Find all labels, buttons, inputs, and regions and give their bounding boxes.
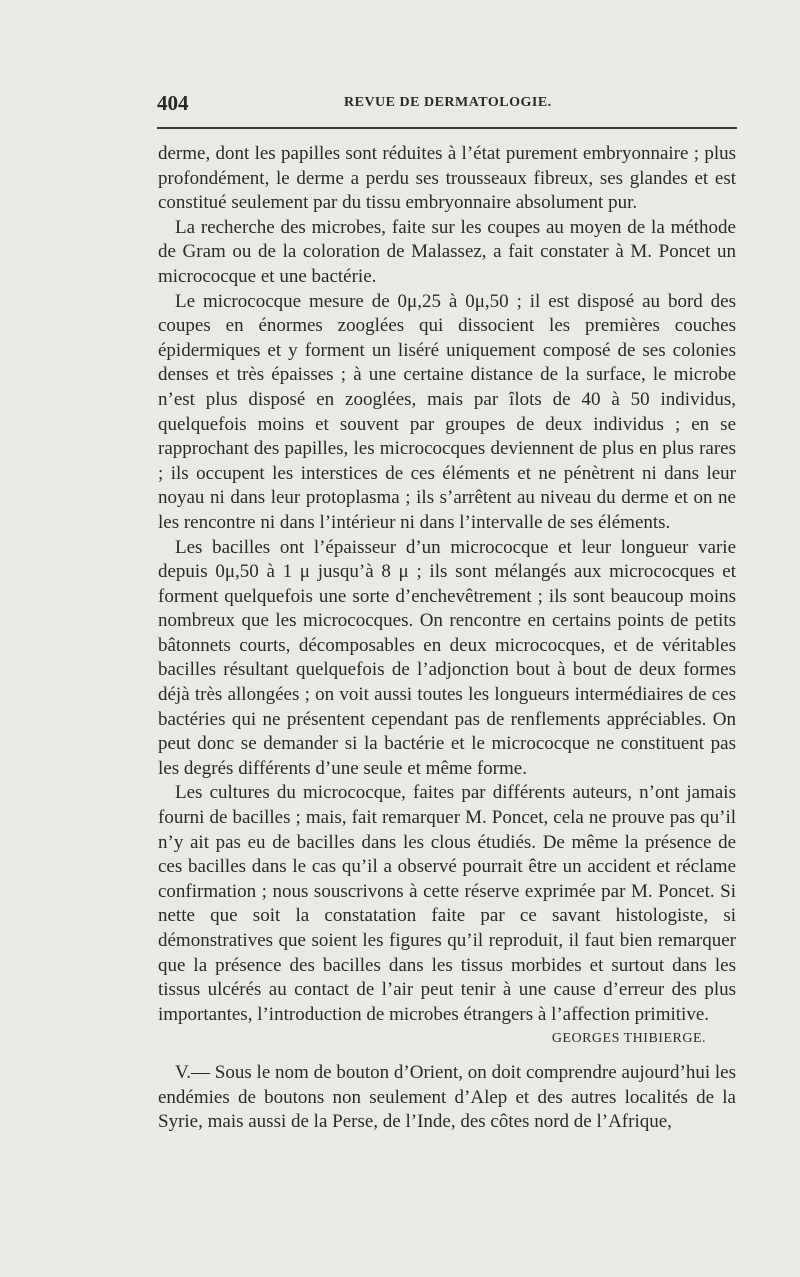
paragraph-cultures: [158, 781, 736, 1047]
paragraph-bacilles: Les bacilles ont l’épaisseur d’un micrococque et leur longueur varie depuis 0μ,50 à 1 μ jusqu’à 8 μ ; ils sont mélangés aux micrococques et forment quelquefois une sorte d’enchevêtrement ; ils sont beaucoup moins nombreux que les micrococques. On rencontre en certains points de petits bâtonnets courts, décomposables en deux micrococques, et de véritables bacilles résultant quelquefois de l’adjonction bout à bout de deux formes déjà très allongées ; on voit aussi toutes les longueurs intermédiaires de ces bactéries qui ne présentent cependant pas de renflements appréciables. On peut donc se demander si la bactérie et le micrococque ne constituent pas les degrés différents d’une seule et même forme.: [158, 536, 736, 779]
page-header: [157, 91, 737, 115]
paragraph-microbes-research: La recherche des microbes, faite sur les coupes au moyen de la méthode de Gram ou de la coloration de Malassez, a fait constater à M. Poncet un micrococque et une bactérie.: [158, 216, 736, 287]
page-number: 404: [157, 91, 189, 115]
article-body: [158, 142, 736, 1052]
paragraph-cultures-text: Les cultures du micrococque, faites par différents auteurs, n’ont jamais fourni de bacilles ; mais, fait remarquer M. Poncet, cela ne prouve pas qu’il n’y ait pas eu de bacilles dans les clous étudiés. De même la présence de ces bacilles dans le cas qu’il a observé pourrait être un accident et réclame confirmation ; nous souscrivons à cette réserve exprimée par M. Poncet. Si nette que soit la constatation faite par ce savant histologiste, si démonstratives que soient les figures qu’il reproduit, il faut bien remarquer que la présence des bacilles dans les tissus morbides et surtout dans les tissus ulcérés au contact de l’air peut tenir à une cause d’erreur des plus importantes, l’introduction de microbes étrangers à l’affection primitive.: [158, 782, 736, 1025]
paragraph-bouton-orient: V.— Sous le nom de bouton d’Orient, on doit comprendre aujourd’hui les endémies de boutons non seulement d’Alep et des autres localités de la Syrie, mais aussi de la Perse, de l’Inde, des côtes nord de l’Afrique,: [158, 1062, 736, 1133]
header-rule: [157, 127, 737, 129]
paragraph-continuation: derme, dont les papilles sont réduites à l’état purement embryonnaire ; plus profondément, le derme a perdu ses trousseaux fibreux, ses glandes et est constitué seulement par du tissu embryonnaire absolument pur.: [158, 143, 736, 214]
paragraph-micrococque: Le micrococque mesure de 0μ,25 à 0μ,50 ; il est disposé au bord des coupes en énormes zooglées qui dissocient les premières couches épidermiques et y forment un liséré uniquement composé de ses colonies denses et très épaisses ; à une certaine distance de la surface, le microbe n’est plus disposé en zooglées, mais par îlots de 40 à 50 individus, quelquefois moins et souvent par groupes de deux individus ; en se rapprochant des papilles, les micrococques deviennent de plus en plus rares ; ils occupent les interstices de ces éléments et ne pénètrent ni dans leur noyau ni dans leur protoplasma ; ils s’arrêtent au niveau du derme et on ne les rencontre ni dans l’intérieur ni dans l’intervalle de ses éléments.: [158, 290, 736, 533]
running-title: REVUE DE DERMATOLOGIE.: [344, 95, 552, 110]
section-v: [158, 1061, 736, 1135]
author-signature: GEORGES THIBIERGE.: [551, 1031, 706, 1047]
